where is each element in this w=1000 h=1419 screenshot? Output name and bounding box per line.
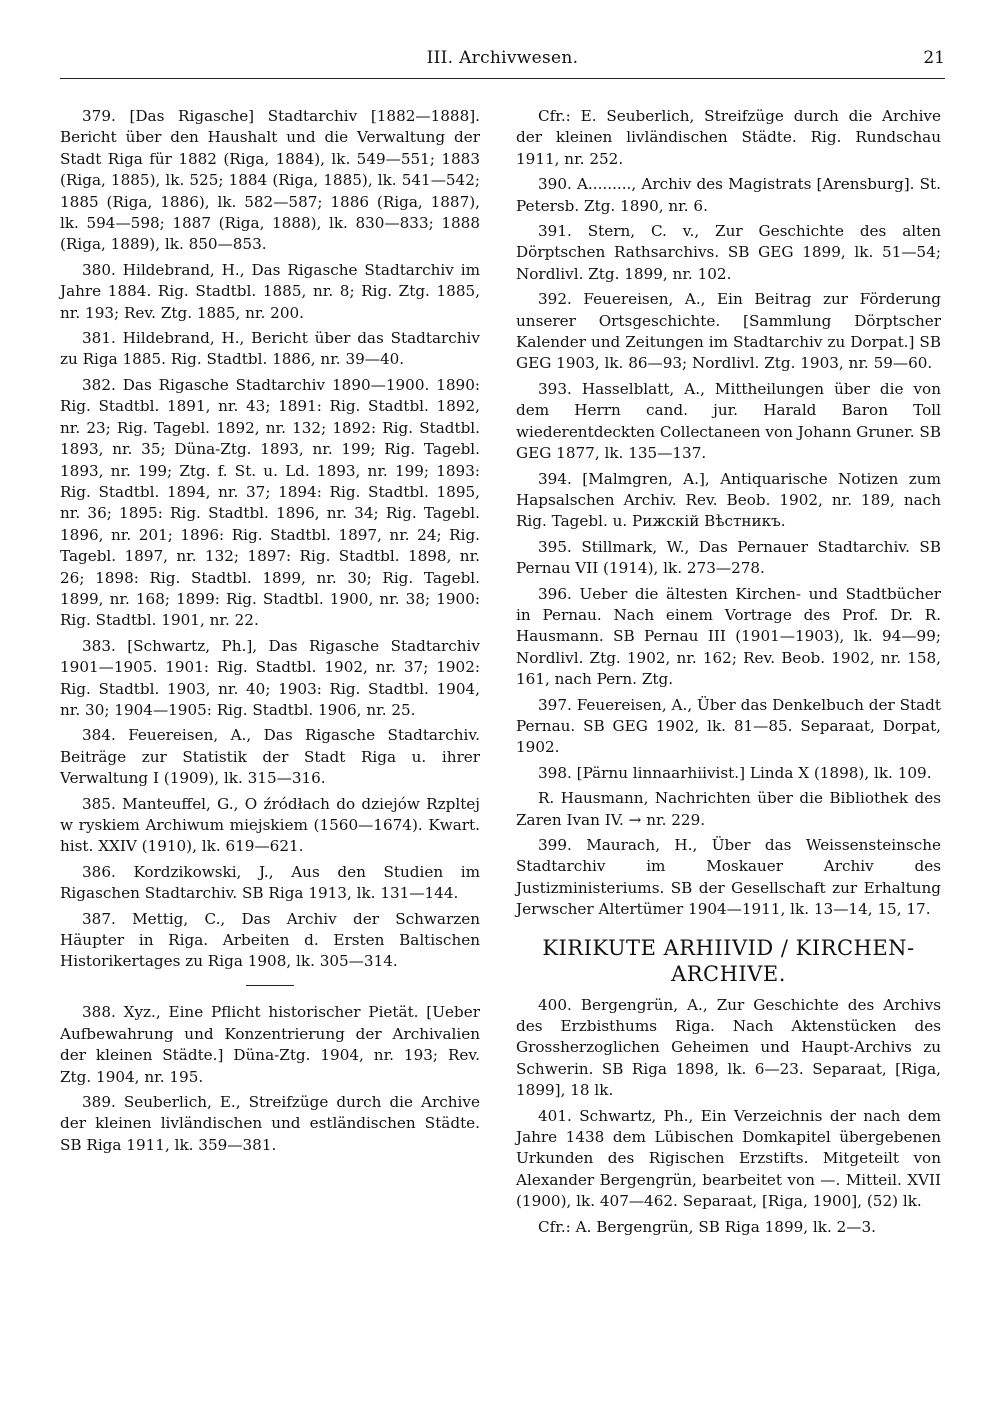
section-divider <box>246 985 294 987</box>
entry-394: 394. [Malmgren, A.], Antiquarische Notizen zum Hapsalschen Archiv. Rev. Beob. 1902, nr. 189, nach Rig. Tagebl. u. Рижскій Вѣстникъ. <box>516 469 941 531</box>
right-column <box>516 106 941 1242</box>
entry-cfr-bergengruen: Cfr.: A. Bergengrün, SB Riga 1899, lk. 2—3. <box>538 1217 876 1236</box>
entry-393: 393. Hasselblatt, A., Mittheilungen über die von dem Herrn cand. jur. Harald Baron Toll wiederentdeckten Collectaneen von Johann Gruner. SB GEG 1877, lk. 135—137. <box>516 379 941 463</box>
entry-392: 392. Feuereisen, A., Ein Beitrag zur Förderung unserer Ortsgeschichte. [Sammlung Dörptscher Kalender und Zeitungen im Stadtarchiv zu Dorpat.] SB GEG 1903, lk. 86—93; Nordlivl. Ztg. 1903, nr. 59—60. <box>516 290 941 373</box>
entry-387: 387. Mettig, C., Das Archiv der Schwarzen Häupter in Riga. Arbeiten d. Ersten Baltischen Historikertages zu Riga 1908, lk. 305—314. <box>60 909 480 971</box>
entry-401: 401. Schwartz, Ph., Ein Verzeichnis der nach dem Jahre 1438 dem Lübischen Domkapitel übergebenen Urkunden des Rigischen Erzstifts. Mitgeteilt von Alexander Bergengrün, bearbeitet von —. Mitteil. XVII (1900), lk. 407—462. Separaat, [Riga, 1900], (52) lk. <box>516 1106 941 1211</box>
entry-396: 396. Ueber die ältesten Kirchen- und Stadtbücher in Pernau. Nach einem Vortrage des Prof. Dr. R. Hausmann. SB Pernau III (1901—1903), lk. 94—99; Nordlivl. Ztg. 1902, nr. 162; Rev. Beob. 1902, nr. 158, 161, nach Pern. Ztg. <box>516 584 941 689</box>
entry-400: 400. Bergengrün, A., Zur Geschichte des Archivs des Erzbisthums Riga. Nach Aktenstücken des Grossherzoglichen Geheimen und Haupt-Archivs zu Schwerin. SB Riga 1898, lk. 6—23. Separaat, [Riga, 1899], 18 lk. <box>516 995 941 1100</box>
entry-391: 391. Stern, C. v., Zur Geschichte des alten Dörptschen Rathsarchivs. SB GEG 1899, lk. 51—54; Nordlivl. Ztg. 1899, nr. 102. <box>516 222 941 283</box>
running-title: III. Archivwesen. <box>426 48 579 68</box>
entry-398: 398. [Pärnu linnaarhiivist.] Linda X (1898), lk. 109. <box>538 763 932 782</box>
entry-384: 384. Feuereisen, A., Das Rigasche Stadtarchiv. Beiträge zur Statistik der Stadt Riga u. ihrer Verwaltung I (1909), lk. 315—316. <box>60 726 480 788</box>
entry-388: 388. Xyz., Eine Pflicht historischer Pietät. [Ueber Aufbewahrung und Konzentrierung der Archivalien der kleinen Städte.] Düna-Ztg. 1904, nr. 193; Rev. Ztg. 1904, nr. 195. <box>60 1003 480 1086</box>
entry-cfr-seuberlich: Cfr.: E. Seuberlich, Streifzüge durch die Archive der kleinen livländischen Städte. Rig. Rundschau 1911, nr. 252. <box>516 107 941 168</box>
entry-382: 382. Das Rigasche Stadtarchiv 1890—1900. 1890: Rig. Stadtbl. 1891, nr. 43; 1891: Rig. Stadtbl. 1892, nr. 23; Rig. Tagebl. 1892, nr. 132; 1892: Rig. Stadtbl. 1893, nr. 35; Düna-Ztg. 1893, nr. 199; Rig. Tagebl. 1893, nr. 199; Ztg. f. St. u. Ld. 1893, nr. 199; 1893: Rig. Stadtbl. 1894, nr. 37; 1894: Rig. Stadtbl. 1895, nr. 36; 1895: Rig. Stadtbl. 1896, nr. 34; Rig. Tagebl. 1896, nr. 201; 1896: Rig. Stadtbl. 1897, nr. 24; Rig. Tagebl. 1897, nr. 132; 1897: Rig. Stadtbl. 1898, nr. 26; 1898: Rig. Stadtbl. 1899, nr. 30; Rig. Tagebl. 1899, nr. 168; 1899: Rig. Stadtbl. 1900, nr. 38; 1900: Rig. Stadtbl. 1901, nr. 22. <box>60 375 480 630</box>
entry-399: 399. Maurach, H., Über das Weissensteinsche Stadtarchiv im Moskauer Archiv des Justizministeriums. SB der Gesellschaft zur Erhaltung Jerwscher Altertümer 1904—1911, lk. 13—14, 15, 17. <box>516 836 941 919</box>
entry-397: 397. Feuereisen, A., Über das Denkelbuch der Stadt Pernau. SB GEG 1902, lk. 81—85. Separaat, Dorpat, 1902. <box>516 695 941 757</box>
entry-386: 386. Kordzikowski, J., Aus den Studien im Rigaschen Stadtarchiv. SB Riga 1913, lk. 131—144. <box>60 862 480 903</box>
page-header <box>60 46 945 79</box>
entry-389: 389. Seuberlich, E., Streifzüge durch die Archive der kleinen livländischen und estländischen Städte. SB Riga 1911, lk. 359—381. <box>60 1092 480 1154</box>
entry-379: 379. [Das Rigasche] Stadtarchiv [1882—1888]. Bericht über den Haushalt und die Verwaltung der Stadt Riga für 1882 (Riga, 1884), lk. 549—551; 1883 (Riga, 1885), lk. 525; 1884 (Riga, 1885), lk. 541—542; 1885 (Riga, 1886), lk. 582—587; 1886 (Riga, 1887), lk. 594—598; 1887 (Riga, 1888), lk. 830—833; 1888 (Riga, 1889), lk. 850—853. <box>60 107 480 254</box>
entry-hausmann: R. Hausmann, Nachrichten über die Bibliothek des Zaren Ivan IV. → nr. 229. <box>516 789 941 829</box>
entry-395: 395. Stillmark, W., Das Pernauer Stadtarchiv. SB Pernau VII (1914), lk. 273—278. <box>516 537 941 578</box>
entry-381: 381. Hildebrand, H., Bericht über das Stadtarchiv zu Riga 1885. Rig. Stadtbl. 1886, nr. 39—40. <box>60 329 480 369</box>
page-number: 21 <box>923 48 945 68</box>
entry-383: 383. [Schwartz, Ph.], Das Rigasche Stadtarchiv 1901—1905. 1901: Rig. Stadtbl. 1902, nr. 37; 1902: Rig. Stadtbl. 1903, nr. 40; 1903: Rig. Stadtbl. 1904, nr. 30; 1904—1905: Rig. Stadtbl. 1906, nr. 25. <box>60 636 480 719</box>
entry-385: 385. Manteuffel, G., O źródłach do dziejów Rzpltej w ryskiem Archiwum miejskiem (1560—1674). Kwart. hist. XXIV (1910), lk. 619—621. <box>60 794 480 856</box>
left-column <box>60 106 480 1160</box>
entry-380: 380. Hildebrand, H., Das Rigasche Stadtarchiv im Jahre 1884. Rig. Stadtbl. 1885, nr. 8; Rig. Ztg. 1885, nr. 193; Rev. Ztg. 1885, nr. 200. <box>60 260 480 322</box>
entry-390: 390. A........., Archiv des Magistrats [Arensburg]. St. Petersb. Ztg. 1890, nr. 6. <box>516 175 941 215</box>
section-heading: KIRIKUTE ARHIIVID / KIRCHEN-ARCHIVE. <box>542 935 915 986</box>
